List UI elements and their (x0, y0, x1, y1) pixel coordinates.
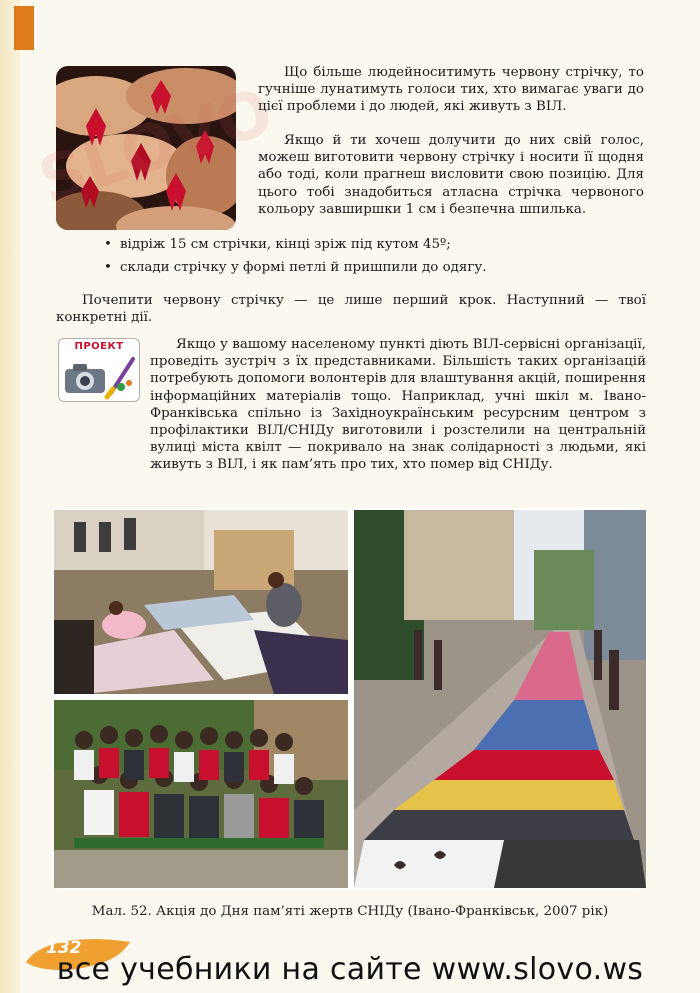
project-badge-label: ПРОЕКТ (74, 341, 124, 352)
instructions-list (102, 236, 647, 282)
figure-caption: Мал. 52. Акція до Дня пам’яті жертв СНІДу (Івано-Франківськ, 2007 рік) (91, 904, 609, 919)
list-item: • відріж 15 см стрічки, кінці зріж під кутом 45º; (102, 236, 647, 253)
site-watermark: все учебники на сайте www.slovo.ws (56, 952, 644, 987)
paragraph-2: Якщо й ти хочеш долучити до них свій голос, можеш виготовити червону стрічку і носити її щодня або тоді, коли прагнеш висловити свою позицію. Для цього тобі знадобиться атласна стрічка червоного кольору завширшки 1 см і безпечна шпилька. (258, 133, 644, 217)
project-badge (58, 338, 140, 402)
paragraph-1: Що більше людейноситимуть червону стрічку, то гучніше лунатимуть голоси тих, хто вимагає уваги до цієї проблеми і до людей, які живуть з ВІЛ. (258, 65, 644, 115)
paragraph-3: Почепити червону стрічку — це лише перший крок. Наступний — твої конкретні дії. (56, 293, 646, 326)
paragraph-4: Якщо у вашому населеному пункті діють ВІЛ-сервісні організації, проведіть зустріч з їх представниками. Більшість таких організацій потребують допомоги волонтерів для влаштування акцій, поширення інформаційних матеріалів тощо. Наприклад, учні шкіл м. Івано-Франківська спільно із Західноукраїнським ресурсним центром з профілактики ВІЛ/СНІДу виготовили і розстелили на центральній вулиці міста квілт — покривало на знак солідарності з людьми, які живуть з ВІЛ, і як пам’ять про тих, хто помер від СНІДу. (150, 337, 646, 473)
list-item: • склади стрічку у формі петлі й пришпили до одягу. (102, 259, 647, 276)
hands-with-red-ribbons-photo (56, 66, 236, 230)
page-number: 132 (46, 938, 82, 958)
camera-and-brush-icon (59, 353, 139, 401)
page-margin-strip (0, 0, 20, 993)
students-making-quilt-photo (54, 510, 348, 694)
group-of-students-photo (54, 700, 348, 888)
quilt-on-street-photo (354, 510, 646, 888)
chapter-tab-marker (14, 6, 34, 50)
